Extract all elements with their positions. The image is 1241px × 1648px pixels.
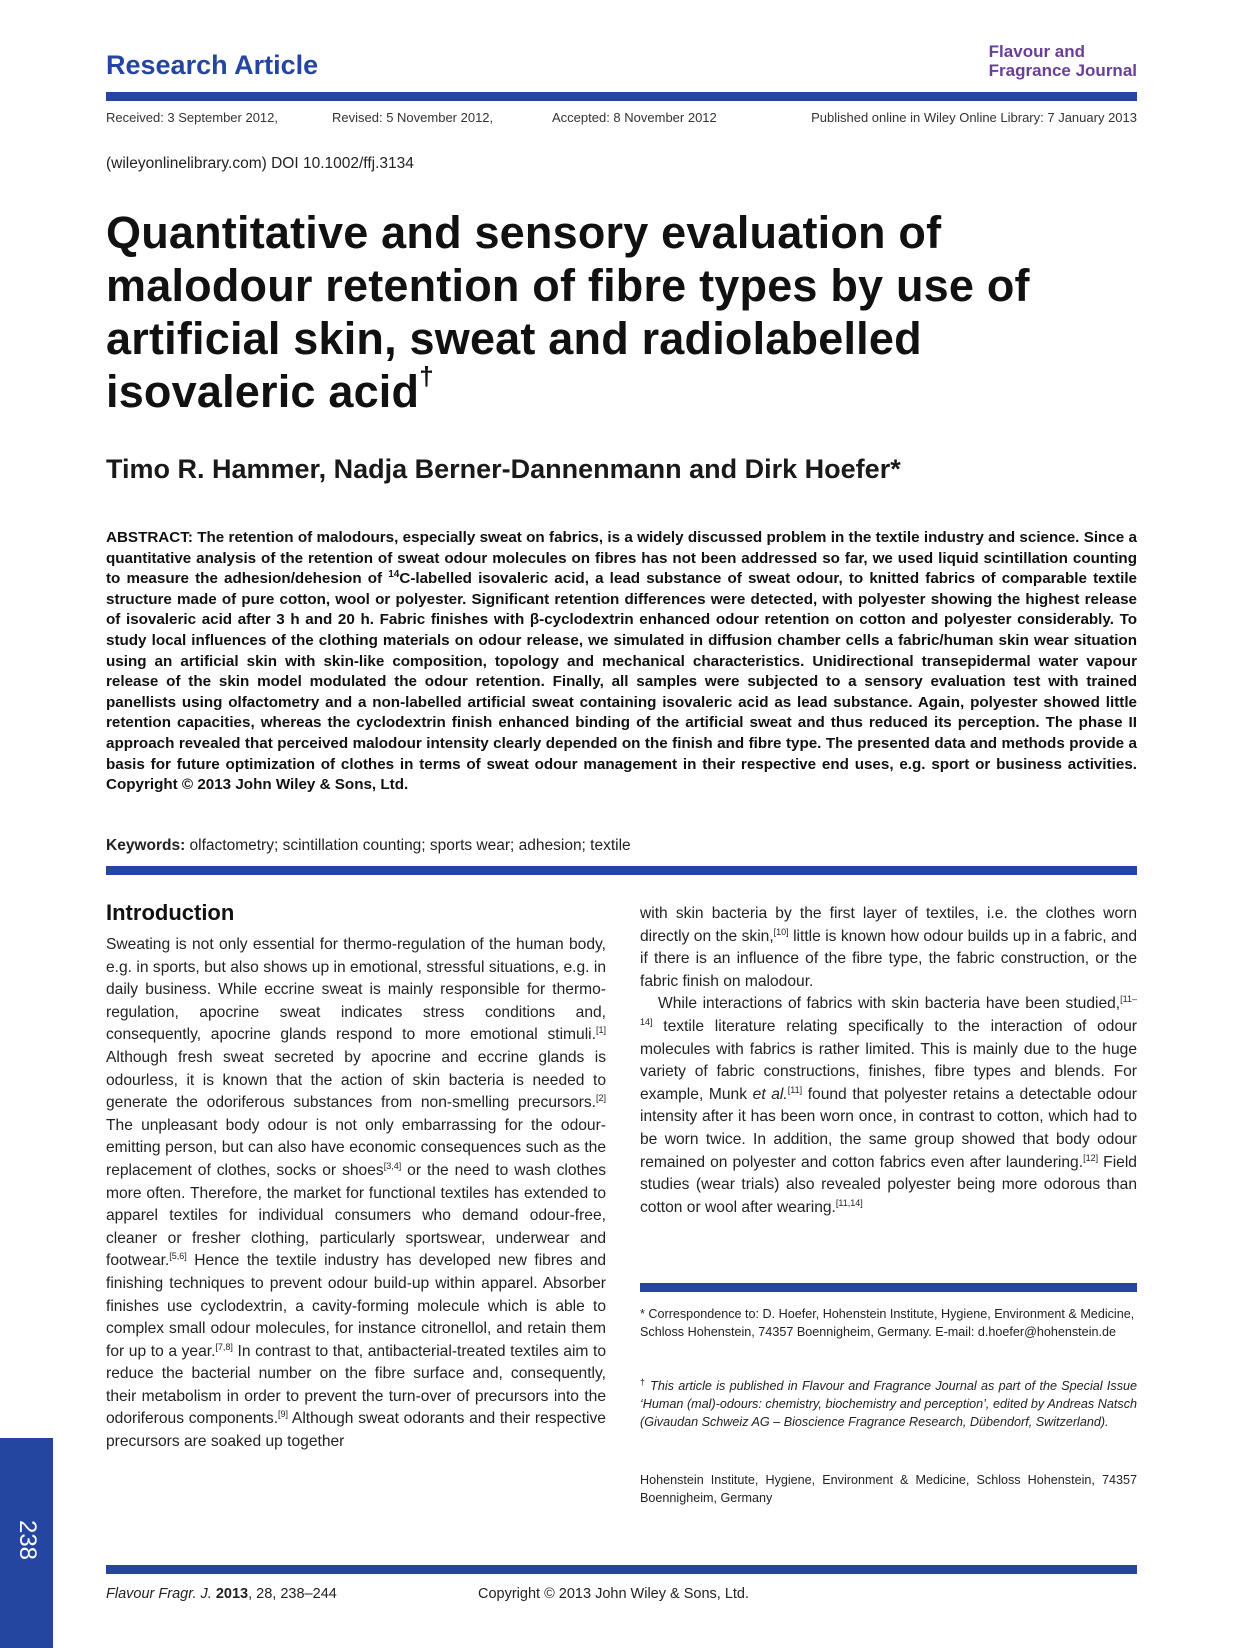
author-list: Timo R. Hammer, Nadja Berner-Dannenmann and Dirk Hoefer* (106, 454, 901, 484)
page-number: 238 (14, 1519, 41, 1561)
abstract (106, 528, 1137, 796)
citation[interactable]: [9] (278, 1409, 289, 1420)
citation[interactable]: [2] (595, 1093, 606, 1104)
journal-logo-line2: Fragrance Journal (988, 61, 1137, 80)
citation[interactable]: [5,6] (169, 1251, 187, 1262)
journal-citation: Flavour Fragr. J. 2013, 28, 238–244 (106, 1586, 337, 1602)
published-date: Published online in Wiley Online Library: 7 January 2013 (811, 110, 1137, 125)
intro-paragraph-1: Sweating is not only essential for thermo-regulation of the human body, e.g. in sports, but also shows up in emotional, stressful situations, e.g. in daily business. While eccrine sweat is mainly responsible for thermo-regulation, apocrine sweat indicates stress conditions and, consequently, apocrine glands respond to more emotional stimuli.[1] Although fresh sweat secreted by apocrine and eccrine glands is odourless, it is known that the action of skin bacteria is needed to generate the odoriferous substances from non-smelling precursors.[2] The unpleasant body odour is not only embarrassing for the odour-emitting person, but can also have economic consequences such as the replacement of clothes, socks or shoes[3,4] or the need to wash clothes more often. Therefore, the market for functional textiles has extended to apparel textiles for individual consumers who demand odour-free, cleaner or fresher clothing, particularly sportswear, underwear and footwear.[5,6] Hence the textile industry has developed new fibres and finishing techniques to prevent odour build-up within apparel. Absorber finishes use cyclodextrin, a cavity-forming molecule which is able to complex small odour molecules, for instance citronellol, and retain them for up to a year.[7,8] In contrast to that, antibacterial-treated textiles aim to reduce the bacterial number on the fibre surface and, consequently, their metabolism in order to prevent the turn-over of precursors into the odoriferous components.[9] Although sweat odorants and their respective precursors are soaked up together (106, 936, 607, 1451)
citation[interactable]: [12] (1083, 1152, 1099, 1163)
citation[interactable]: [7,8] (215, 1341, 233, 1352)
citation[interactable]: [11] (787, 1084, 803, 1095)
citation[interactable]: [11,14] (835, 1197, 863, 1208)
keywords-text: olfactometry; scintillation counting; sports wear; adhesion; textile (185, 837, 631, 854)
introduction-heading: Introduction (106, 900, 235, 925)
footnote-rule (640, 1283, 1137, 1292)
citation[interactable]: [11–14] (640, 994, 1137, 1027)
citation[interactable]: [3,4] (383, 1160, 402, 1171)
special-issue-footnote: † This article is published in Flavour and Fragrance Journal as part of the Special Issue ‘Human (mal)-odours: chemistry, biochemistry and perception’, edited by Andreas Natsch (Givaudan Schweiz AG – Bioscience Fragrance Research, Dübendorf, Switzerland). (640, 1377, 1138, 1430)
intro-paragraph-1-continued: with skin bacteria by the first layer of textiles, i.e. the clothes worn directly on the skin,[10] little is known how odour builds up in a fabric, and if there is an influence of the fibre type, the fabric construction, or the fabric finish on malodour. (640, 905, 1137, 990)
right-column (640, 903, 1137, 1219)
header-rule (106, 92, 1137, 101)
isotope-superscript: 14 (388, 569, 400, 581)
abstract-part2: C-labelled isovaleric acid, a lead substance of sweat odour, to knitted fabrics of comparable textile structure made of pure cotton, wool or polyester. Significant retention differences were detected, with polyester showing the highest release of isovaleric acid after 3 h and 20 h. Fabric finishes with β-cyclodextrin enhanced odour retention on cotton and polyester considerably. To study local influences of the clothing materials on odour release, we simulated in diffusion chamber cells a fabric/human skin wear situation using an artificial skin with skin-like composition, topology and mechanical characteristics. Unidirectional transepidermal water vapour release of the skin model modulated the odour retention. Finally, all samples were subjected to a sensory evaluation test with trained panellists using olfactometry and a non-labelled artificial sweat containing isovaleric acid as lead substance. Again, polyester showed little retention capacities, whereas the cyclodextrin finish enhanced binding of the artificial sweat and thus reduced its perception. The phase II approach revealed that perceived malodour intensity clearly depended on the finish and fibre type. The presented data and methods provide a basis for future optimization of clothes in terms of sweat odour management in their respective end uses, e.g. sport or business activities. Copyright © 2013 John Wiley & Sons, Ltd. (106, 570, 1137, 794)
abstract-part1: ABSTRACT: The retention of malodours, especially sweat on fabrics, is a widely discussed problem in the textile industry and science. Since a quantitative analysis of the retention of sweat odour molecules on fibres has not been addressed so far, we used liquid scintillation counting to measure the adhesion/dehesion of (106, 529, 1137, 588)
intro-paragraph-2: While interactions of fabrics with skin bacteria have been studied,[11–14] textile literature relating specifically to the interaction of odour molecules with fabrics is rather limited. This is mainly due to the huge variety of fabric constructions, finishes, fibre types and blends. For example, Munk et al.[11] found that polyester retains a detectable odour intensity after it has been worn once, in contrast to cotton, which had to be worn twice. In addition, the same group showed that body odour remained on polyester and cotton fabrics even after laundering.[12] Field studies (wear trials) also revealed polyester being more odorous than cotton or wool after wearing.[11,14] (640, 994, 1137, 1216)
article-type-label: Research Article (106, 50, 319, 80)
left-column (106, 900, 606, 1454)
accepted-date: Accepted: 8 November 2012 (552, 110, 717, 125)
footer-rule (106, 1565, 1137, 1574)
affiliation-footnote: Hohenstein Institute, Hygiene, Environment & Medicine, Schloss Hohenstein, 74357 Boennigheim, Germany (640, 1473, 1137, 1506)
article-title-text: Quantitative and sensory evaluation of malodour retention of fibre types by use of artificial skin, sweat and radiolabelled isovaleric acid (106, 207, 1030, 417)
section-rule (106, 866, 1137, 875)
journal-logo (989, 42, 1137, 80)
footer-copyright: Copyright © 2013 John Wiley & Sons, Ltd. (478, 1586, 750, 1602)
revised-date: Revised: 5 November 2012, (332, 110, 494, 125)
citation[interactable]: [1] (595, 1025, 606, 1036)
journal-logo-line1: Flavour and (988, 42, 1086, 61)
title-dagger: † (419, 361, 434, 391)
citation[interactable]: [10] (773, 926, 789, 937)
keywords (106, 837, 631, 855)
doi-line: (wileyonlinelibrary.com) DOI 10.1002/ffj.3134 (106, 155, 414, 172)
received-date: Received: 3 September 2012, (106, 110, 278, 125)
footnote-dagger: † (640, 1377, 646, 1387)
correspondence-footnote: * Correspondence to: D. Hoefer, Hohenstein Institute, Hygiene, Environment & Medicine, Schloss Hohenstein, 74357 Boennigheim, Germany. E-mail: d.hoefer@hohenstein.de (640, 1307, 1135, 1340)
article-title (106, 206, 1106, 418)
keywords-label: Keywords: (106, 837, 186, 854)
